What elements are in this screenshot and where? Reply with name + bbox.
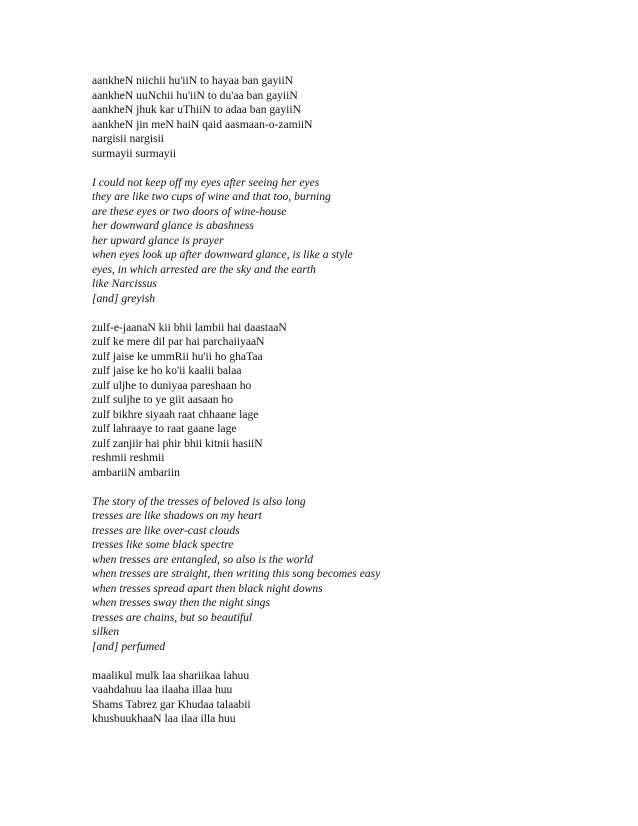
text-line: zulf suljhe to ye giit aasaan ho (92, 393, 234, 406)
text-line: tresses are like shadows on my heart (92, 509, 262, 522)
text-line: nargisii nargisii (92, 132, 165, 145)
text-line: zulf uljhe to duniyaa pareshaan ho (92, 378, 252, 392)
text-line: I could not keep off my eyes after seeing her eyes (92, 175, 320, 189)
text-line: aankheN jin meN haiN qaid aasmaan-o-zamiiN (92, 117, 313, 131)
text-line: vaahdahuu laa ilaaha illaa huu (92, 683, 233, 696)
text-line: when tresses spread apart then black night downs (92, 581, 323, 595)
lyrics-text (92, 74, 612, 727)
text-line: when eyes look up after downward glance, is like a style (92, 248, 353, 261)
text-line: her downward glance is abashness (92, 219, 254, 232)
text-line: aankheN niichii hu'iiN to hayaa ban gayiiN (92, 74, 294, 87)
text-line: when tresses sway then the night sings (92, 596, 270, 609)
text-line: aankheN jhuk kar uThiiN to adaa ban gayiiN (92, 103, 301, 116)
text-line: tresses are like over-cast clouds (92, 523, 240, 537)
text-line: zulf zanjiir hai phir bhii kitnii hasiiN (92, 436, 263, 450)
text-line: eyes, in which arrested are the sky and the earth (92, 262, 316, 276)
stanza-translation-eyes (92, 176, 612, 307)
text-line: zulf jaise ke ummRii hu'ii ho ghaTaa (92, 349, 263, 363)
text-line: The story of the tresses of beloved is also long (92, 494, 306, 508)
text-line: zulf ke mere dil par hai parchaiiyaaN (92, 335, 265, 348)
text-line: when tresses are straight, then writing this song becomes easy (92, 567, 381, 580)
text-line: aankheN uuNchii hu'iiN to du'aa ban gayiiN (92, 88, 298, 102)
text-line: zulf jaise ke ho ko'ii kaalii balaa (92, 364, 242, 377)
text-line: tresses like some black spectre (92, 538, 234, 551)
stanza-urdu-tresses (92, 321, 612, 481)
stanza-urdu-eyes (92, 74, 612, 161)
text-line: are these eyes or two doors of wine-house (92, 204, 287, 218)
text-line: tresses are chains, but so beautiful (92, 610, 253, 624)
text-line: silken (92, 625, 120, 638)
text-line: zulf bikhre siyaah raat chhaane lage (92, 407, 259, 421)
stanza-translation-tresses (92, 495, 612, 655)
text-line: like Narcissus (92, 277, 157, 290)
text-line: her upward glance is prayer (92, 233, 224, 247)
text-line: Shams Tabrez gar Khudaa talaabii (92, 697, 251, 711)
text-line: maalikul mulk laa shariikaa lahuu (92, 668, 250, 682)
stanza-urdu-closing (92, 669, 612, 727)
text-line: [and] greyish (92, 291, 156, 305)
text-line: zulf lahraaye to raat gaane lage (92, 422, 237, 435)
text-line: surmayii surmayii (92, 146, 177, 160)
text-line: ambariiN ambariin (92, 465, 180, 479)
text-line: they are like two cups of wine and that too, burning (92, 190, 331, 203)
text-line: zulf-e-jaanaN kii bhii lambii hai daastaaN (92, 320, 287, 334)
text-line: reshmii reshmii (92, 451, 165, 464)
text-line: when tresses are entangled, so also is the world (92, 552, 314, 566)
text-line: khusbuukhaaN laa ilaa illa huu (92, 712, 236, 725)
text-line: [and] perfumed (92, 639, 166, 653)
